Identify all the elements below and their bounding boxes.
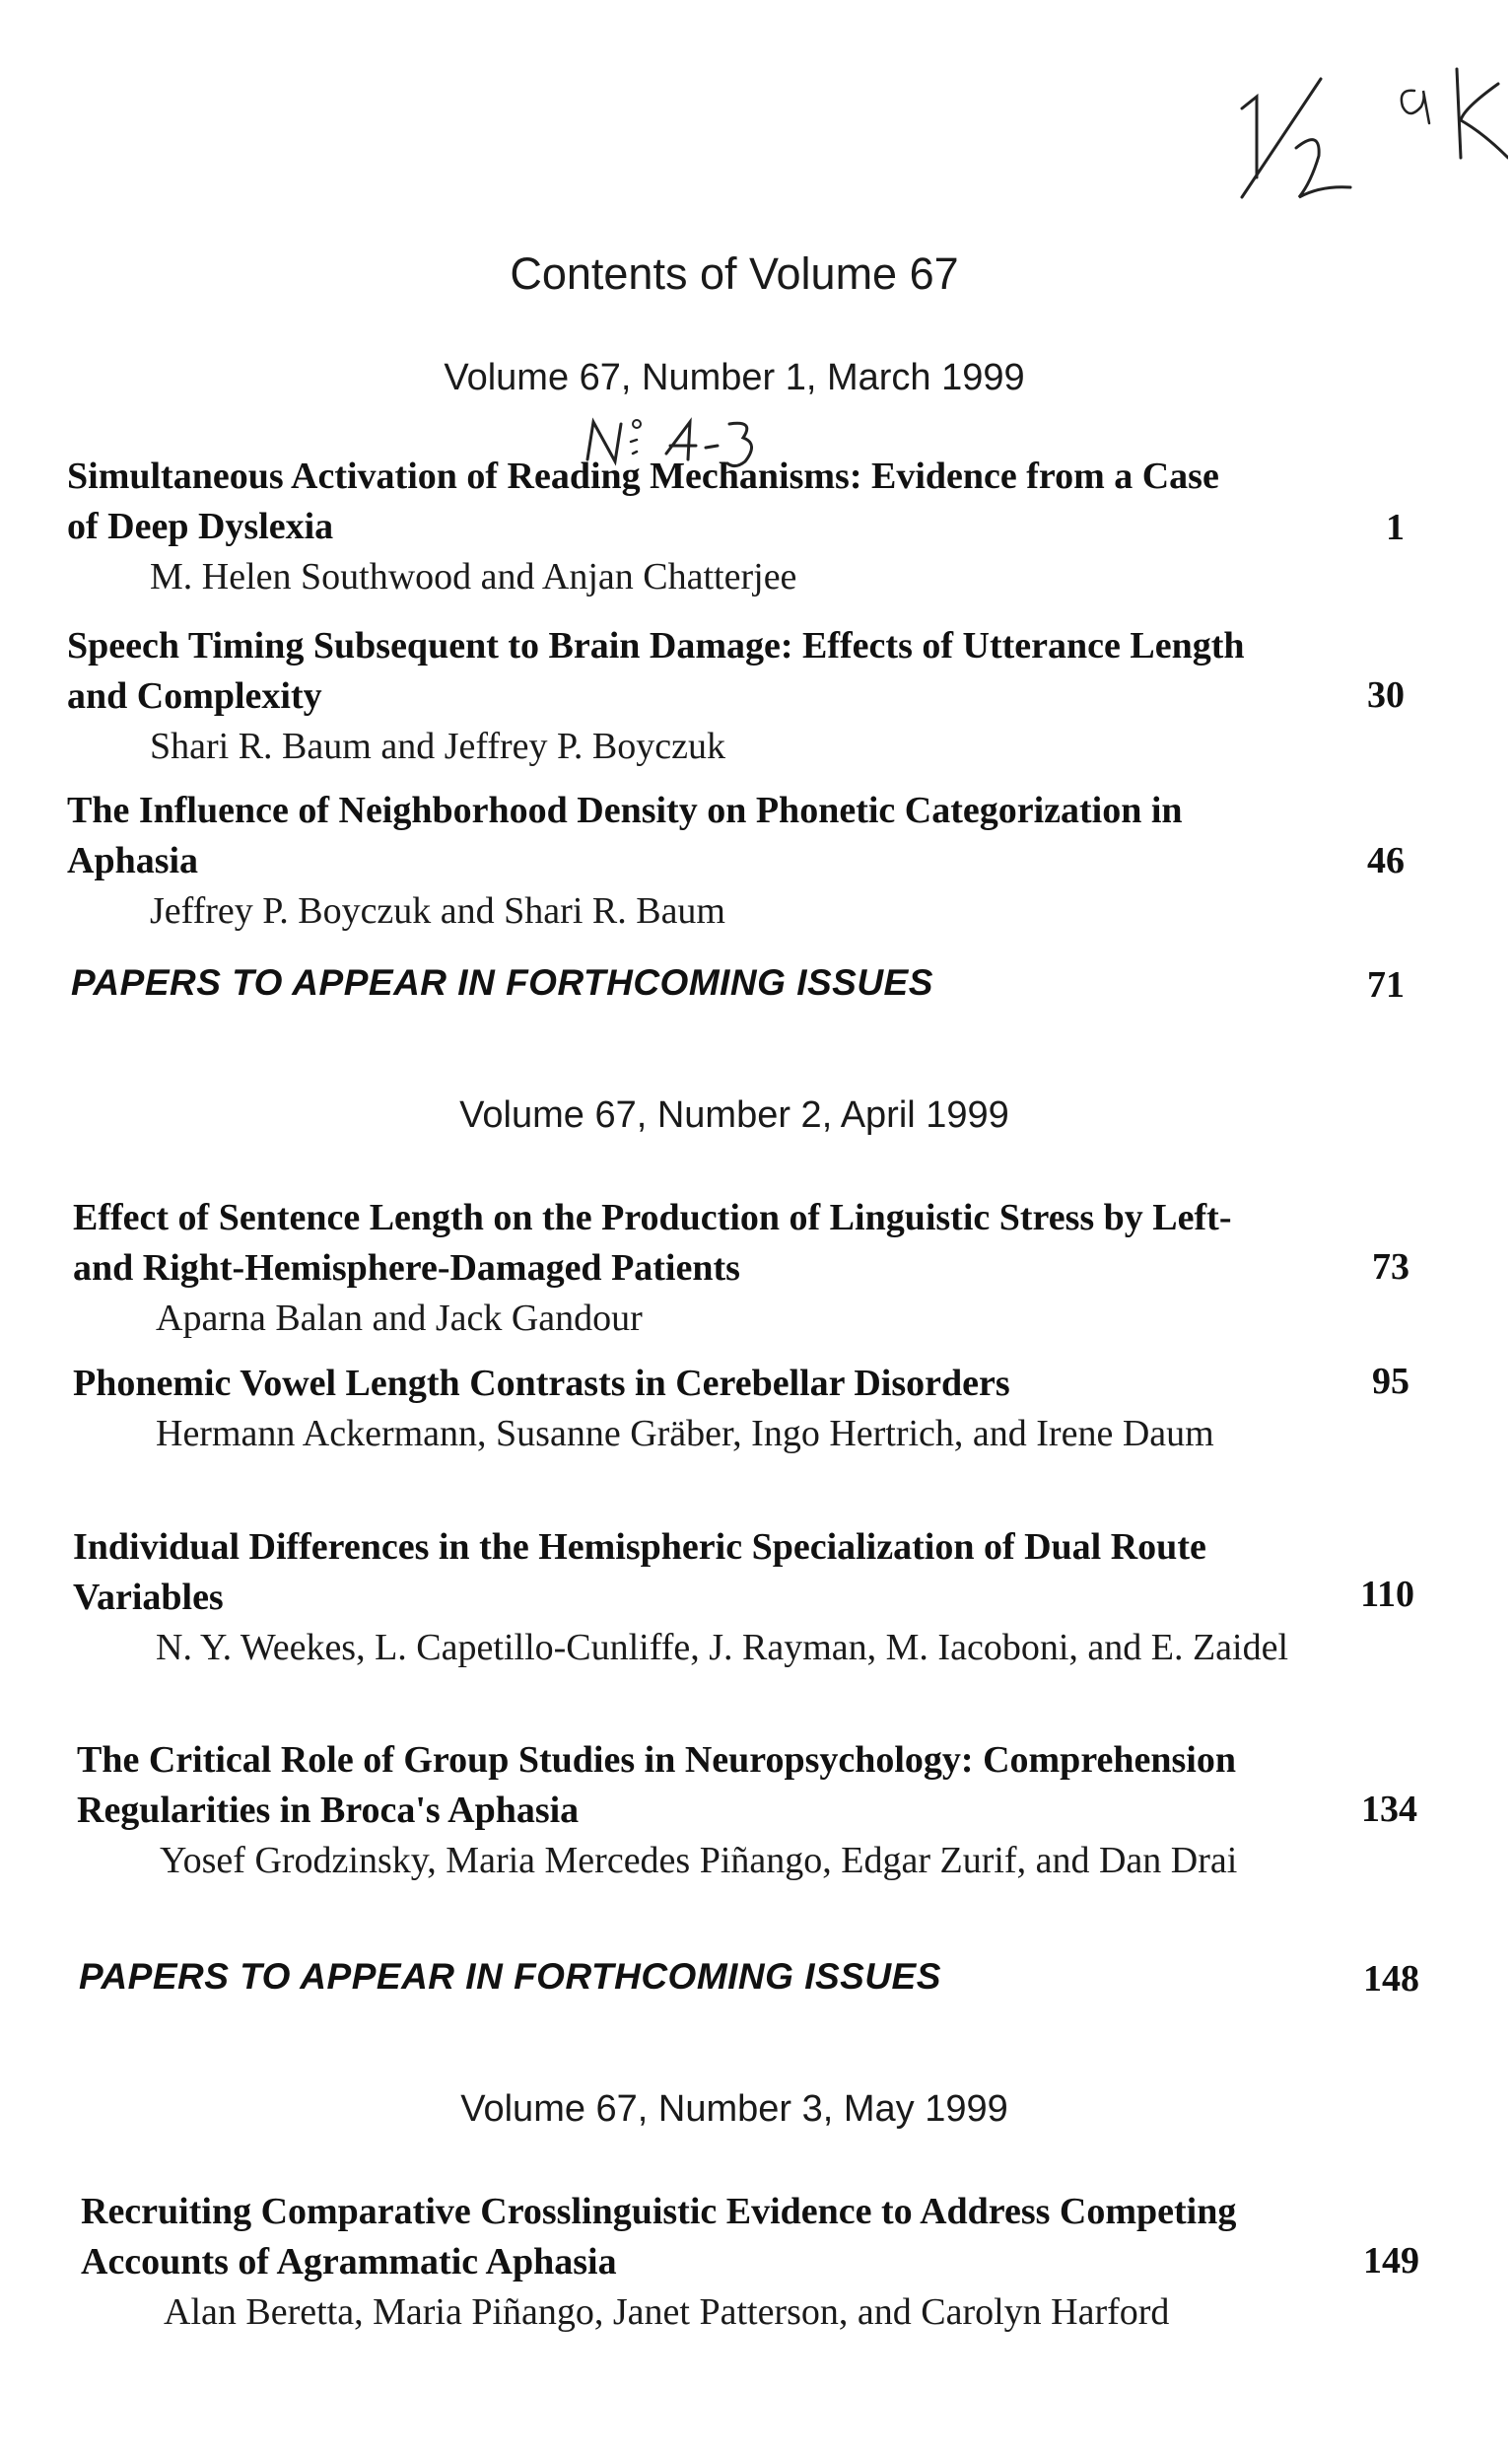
article-page-number[interactable]: 110 [1360,1574,1414,1615]
article-authors: Hermann Ackermann, Susanne Gräber, Ingo Hertrich, and Irene Daum [156,1413,1214,1454]
article-title[interactable]: Effect of Sentence Length on the Production of Linguistic Stress by Left- and Right-Hemisphere-Damaged Patients [73,1197,1232,1289]
article-title[interactable]: Recruiting Comparative Crosslinguistic Evidence to Address Competing Accounts of Agrammatic Aphasia [81,2191,1237,2282]
article-entry[interactable] [81,2187,1461,2338]
article-title[interactable]: The Influence of Neighborhood Density on Phonetic Categorization in Aphasia [67,790,1183,881]
article-entry[interactable] [73,1359,1453,1459]
issue-heading-number-2: Volume 67, Number 2, April 1999 [459,1094,1009,1136]
forthcoming-papers-link[interactable]: PAPERS TO APPEAR IN FORTHCOMING ISSUES [79,1956,941,1997]
article-page-number[interactable]: 1 [1386,507,1405,548]
article-entry[interactable] [67,452,1447,602]
article-title[interactable]: Phonemic Vowel Length Contrasts in Cerebellar Disorders [73,1363,1010,1404]
article-page-number[interactable]: 73 [1372,1246,1409,1288]
article-entry[interactable] [73,1193,1453,1344]
article-authors: Yosef Grodzinsky, Maria Mercedes Piñango, Edgar Zurif, and Dan Drai [160,1840,1238,1881]
article-page-number[interactable]: 149 [1363,2240,1419,2282]
article-authors: Alan Beretta, Maria Piñango, Janet Patterson, and Carolyn Harford [164,2291,1170,2333]
article-title[interactable]: The Critical Role of Group Studies in Neuropsychology: Comprehension Regularities in Broca's Aphasia [77,1739,1236,1831]
article-page-number[interactable]: 46 [1367,840,1405,881]
handwritten-note [1212,49,1508,207]
article-authors: Shari R. Baum and Jeffrey P. Boyczuk [150,726,725,767]
article-authors: N. Y. Weekes, L. Capetillo-Cunliffe, J. Rayman, M. Iacoboni, and E. Zaidel [156,1627,1289,1668]
article-entry[interactable] [67,786,1447,937]
forthcoming-papers-link[interactable]: PAPERS TO APPEAR IN FORTHCOMING ISSUES [71,962,933,1003]
forthcoming-page-number[interactable]: 148 [1363,1958,1419,2000]
article-title[interactable]: Simultaneous Activation of Reading Mechanisms: Evidence from a Case of Deep Dyslexia [67,456,1219,547]
forthcoming-page-number[interactable]: 71 [1367,964,1405,1006]
article-page-number[interactable]: 134 [1361,1789,1417,1830]
article-entry[interactable] [67,621,1447,772]
article-page-number[interactable]: 95 [1372,1361,1409,1402]
article-entry[interactable] [73,1522,1453,1673]
article-authors: M. Helen Southwood and Anjan Chatterjee [150,556,797,597]
issue-heading-number-1: Volume 67, Number 1, March 1999 [444,357,1025,398]
article-page-number[interactable]: 30 [1367,674,1405,716]
article-title[interactable]: Speech Timing Subsequent to Brain Damage: Effects of Utterance Length and Complexity [67,625,1245,717]
article-entry[interactable] [77,1735,1457,1886]
contents-title: Contents of Volume 67 [510,248,959,299]
article-authors: Aparna Balan and Jack Gandour [156,1298,643,1339]
issue-heading-number-3: Volume 67, Number 3, May 1999 [460,2088,1008,2130]
article-authors: Jeffrey P. Boyczuk and Shari R. Baum [150,890,725,932]
article-title[interactable]: Individual Differences in the Hemispheric Specialization of Dual Route Variables [73,1526,1206,1618]
